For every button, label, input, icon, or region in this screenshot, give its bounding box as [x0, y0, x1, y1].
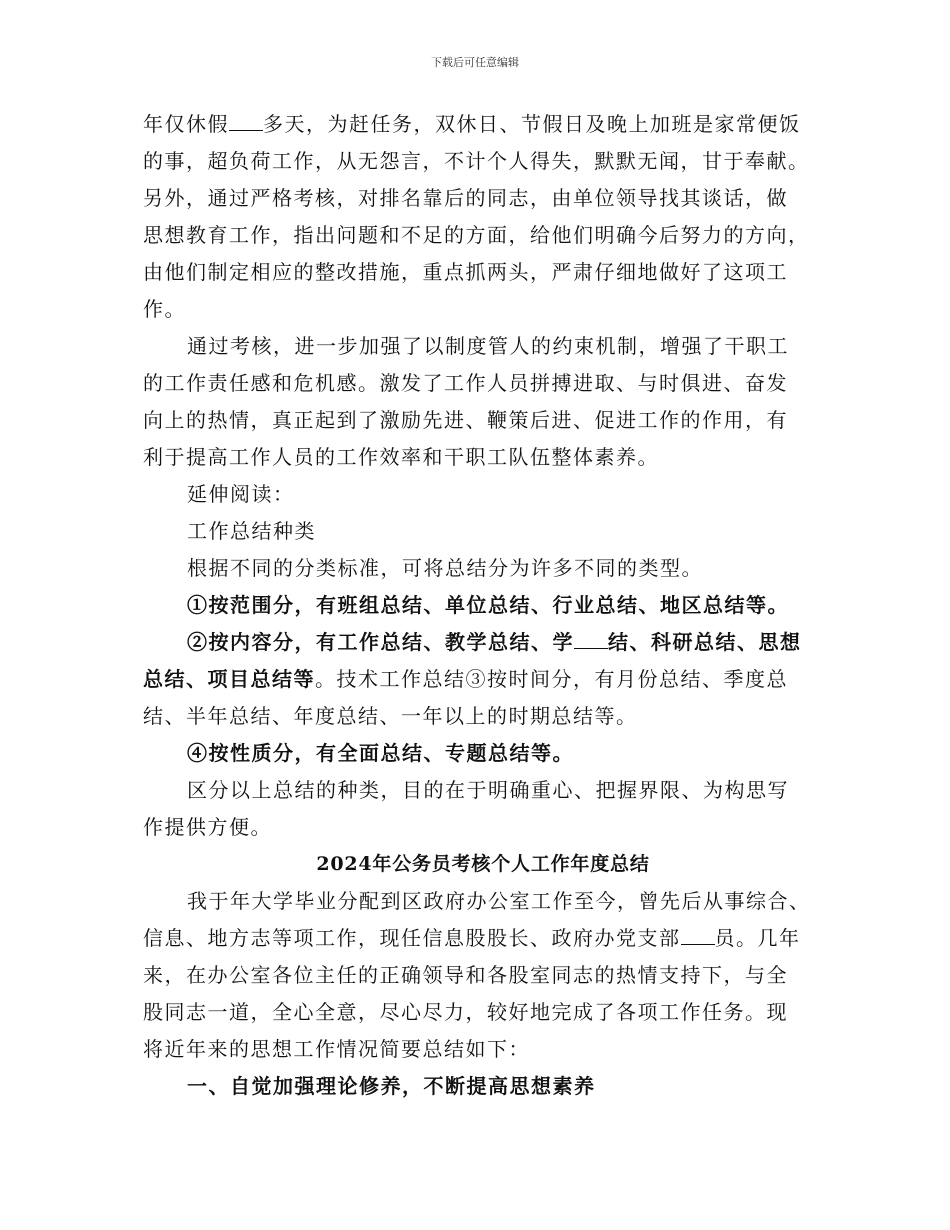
document-title: 2024年公务员考核个人工作年度总结: [316, 853, 650, 875]
paragraph-line: 思想教育工作，指出问题和不足的方面，给他们明确今后努力的方向，: [143, 223, 810, 247]
text-run: 多天，为赶任务，双休日、节假日及晚上加班是家常便饭: [263, 112, 801, 136]
paragraph-line: 的事，超负荷工作，从无怨言，不计个人得失，默默无闻，甘于奉献。: [143, 149, 810, 173]
list-item: ④按性质分，有全面总结、专题总结等。: [187, 741, 574, 765]
section-heading: 一、自觉加强理论修养，不断提高思想素养: [187, 1074, 596, 1098]
paragraph-line: 延伸阅读：: [187, 482, 295, 506]
paragraph-line: 结、半年总结、年度总结、一年以上的时期总结等。: [143, 704, 638, 728]
paragraph-line: 作。: [143, 297, 186, 321]
paragraph-line: 由他们制定相应的整改措施，重点抓两头，严肃仔细地做好了这项工: [143, 260, 788, 284]
paragraph-line: [143, 106, 823, 143]
paragraph-line: 股同志一道，全心全意，尽心尽力，较好地完成了各项工作任务。现: [143, 1000, 788, 1024]
paragraph-line: 的工作责任感和危机感。激发了工作人员拼搏进取、与时俱进、奋发: [143, 371, 788, 395]
paragraph-line: 我于年大学毕业分配到区政府办公室工作至今，曾先后从事综合、: [187, 889, 811, 913]
paragraph-line: 利于提高工作人员的工作效率和干职工队伍整体素养。: [143, 445, 659, 469]
fill-blank: [229, 112, 263, 131]
paragraph-line: [143, 661, 823, 698]
paragraph-line: 区分以上总结的种类，目的在于明确重心、把握界限、为构思写: [187, 778, 789, 802]
text-run: 年仅休假: [143, 112, 229, 136]
paragraph-line: 根据不同的分类标准，可将总结分为许多不同的类型。: [187, 556, 703, 580]
paragraph-line: 来，在办公室各位主任的正确领导和各股室同志的热情支持下，与全: [143, 963, 788, 987]
fill-blank: [681, 926, 715, 945]
text-run: 。技术工作总结③按时间分，有月份总结、季度总: [315, 667, 788, 691]
paragraph-line: 另外，通过严格考核，对排名靠后的同志，由单位领导找其谈话，做: [143, 186, 788, 210]
paragraph-line: 将近年来的思想工作情况简要总结如下：: [143, 1037, 530, 1061]
section-subtitle: 工作总结种类: [187, 519, 316, 543]
paragraph-line: 作提供方便。: [143, 815, 272, 839]
text-run: 员。几年: [714, 926, 801, 950]
paragraph-line: [143, 920, 823, 957]
paragraph-line: 向上的热情，真正起到了激励先进、鞭策后进、促进工作的作用，有: [143, 408, 788, 432]
document-body: [143, 106, 823, 1105]
list-item: ①按范围分，有班组总结、单位总结、行业总结、地区总结等。: [187, 593, 789, 617]
list-item: [143, 624, 823, 661]
paragraph-line: 通过考核，进一步加强了以制度管人的约束机制，增强了干职工: [187, 334, 789, 358]
page-header: 下载后可任意编辑: [431, 56, 519, 69]
text-run: 结、科研总结、思想: [608, 630, 802, 654]
text-run: ②按内容分，有工作总结、教学总结、学: [187, 630, 574, 654]
text-run: 信息、地方志等项工作，现任信息股股长、政府办党支部: [143, 926, 681, 950]
text-run: 总结、项目总结等: [143, 667, 315, 691]
fill-blank: [574, 630, 608, 649]
